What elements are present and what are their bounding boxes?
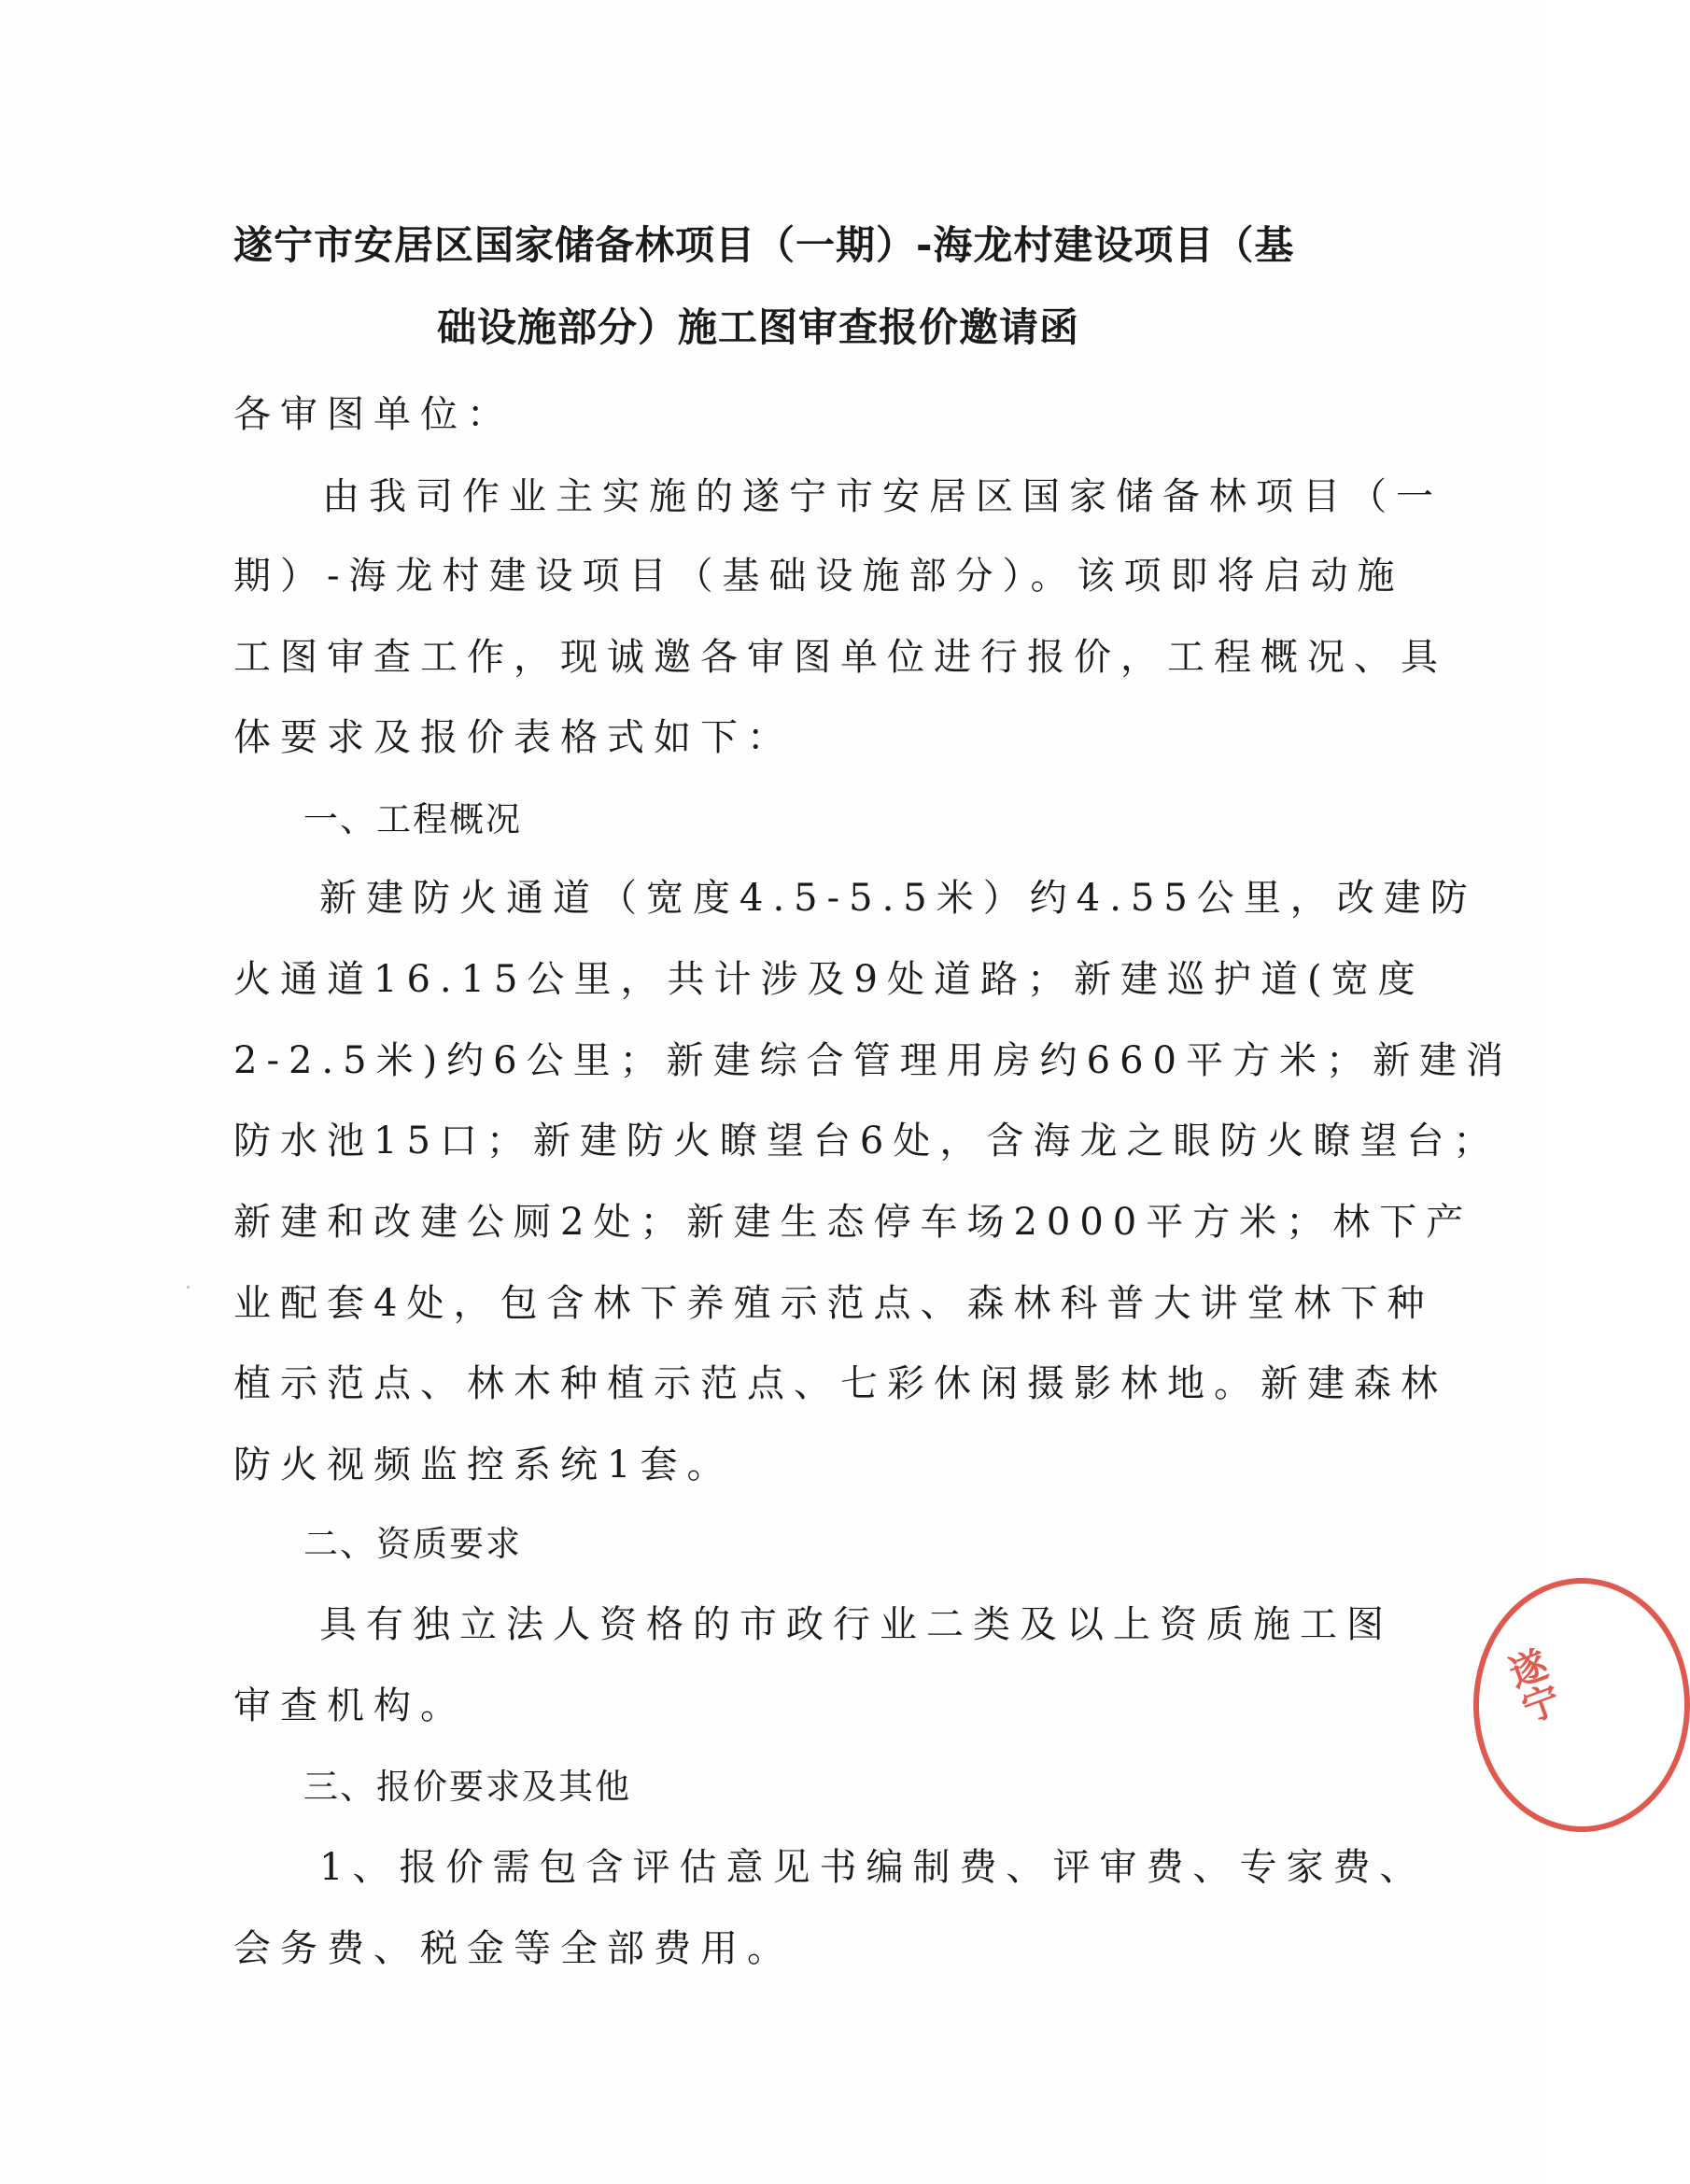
- overview-line: 业配套4处，包含林下养殖示范点、森林科普大讲堂林下种: [233, 1282, 1434, 1325]
- section-heading-qualification: 二、资质要求: [303, 1524, 522, 1564]
- overview-line: 防水池15口；新建防火瞭望台6处，含海龙之眼防火瞭望台；: [233, 1120, 1500, 1162]
- section-heading-quotation: 三、报价要求及其他: [303, 1767, 631, 1807]
- overview-line: 火通道16.15公里，共计涉及9处道路；新建巡护道(宽度: [233, 958, 1425, 1001]
- qualification-line: 具有独立法人资格的市政行业二类及以上资质施工图: [319, 1603, 1393, 1646]
- overview-line: 新建和改建公厕2处；新建生态停车场2000平方米；林下产: [233, 1201, 1473, 1244]
- qualification-line: 审查机构。: [233, 1684, 467, 1727]
- intro-line: 体要求及报价表格式如下：: [233, 716, 794, 759]
- intro-line: 工图审查工作，现诚邀各审图单位进行报价，工程概况、具: [233, 636, 1447, 679]
- section-heading-overview: 一、工程概况: [303, 799, 522, 839]
- intro-line: 期）-海龙村建设项目（基础设施部分）。该项即将启动施: [233, 555, 1404, 598]
- document-title-line-2: 础设施部分）施工图审查报价邀请函: [437, 304, 1080, 350]
- seal-text: 遂宁: [1498, 1643, 1565, 1729]
- quotation-line: 1、报价需包含评估意见书编制费、评审费、专家费、: [319, 1846, 1427, 1889]
- overview-line: 新建防火通道（宽度4.5-5.5米）约4.55公里，改建防: [319, 877, 1477, 920]
- quotation-line: 会务费、税金等全部费用。: [233, 1927, 794, 1970]
- overview-line: 防火视频监控系统1套。: [233, 1444, 734, 1487]
- scan-speck: [187, 1286, 190, 1289]
- overview-line: 2-2.5米)约6公里；新建综合管理用房约660平方米；新建消: [233, 1039, 1513, 1082]
- document-title-line-1: 遂宁市安居区国家储备林项目（一期）-海龙村建设项目（基: [233, 222, 1295, 268]
- overview-line: 植示范点、林木种植示范点、七彩休闲摄影林地。新建森林: [233, 1362, 1447, 1405]
- salutation: 各审图单位：: [233, 393, 514, 436]
- company-seal: [1473, 1578, 1690, 1832]
- intro-line: 由我司作业主实施的遂宁市安居区国家储备林项目（一: [322, 475, 1443, 518]
